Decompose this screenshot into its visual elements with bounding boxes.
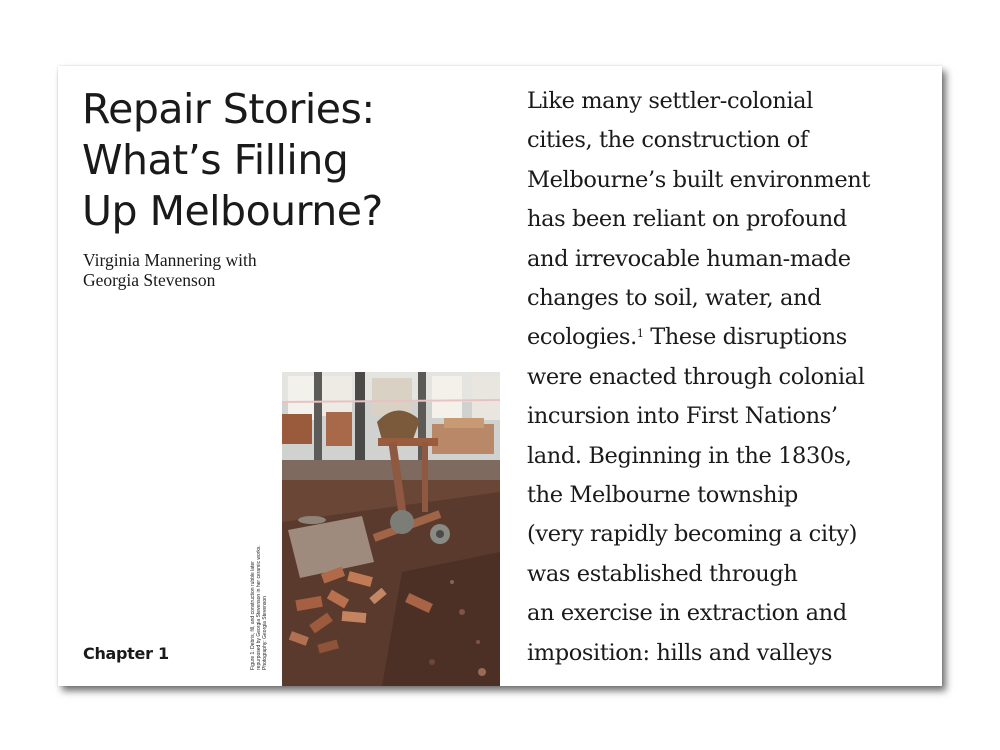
title-line: What’s Filling (82, 136, 349, 184)
title-line: Up Melbourne? (82, 187, 383, 235)
body-line: (very rapidly becoming a city) (527, 521, 857, 548)
figure-photo (282, 372, 500, 686)
construction-site-photo (282, 372, 500, 686)
body-line: land. Beginning in the 1830s, (527, 442, 852, 469)
title-line: Repair Stories: (82, 85, 375, 133)
body-line-start: ecologies. (527, 324, 637, 351)
body-line: an exercise in extraction and (527, 600, 847, 627)
body-line (527, 318, 927, 357)
author-credit (83, 250, 343, 290)
body-line: incursion into First Nations’ (527, 403, 838, 430)
body-line-end: These disruptions (643, 324, 847, 351)
figure-caption (250, 494, 268, 670)
body-line: were enacted through colonial (527, 363, 865, 390)
body-line: cities, the construction of (527, 127, 808, 154)
caption-line: Figure 1: Debris, fill, and construction rubble later (250, 561, 256, 670)
footnote-ref[interactable]: 1 (636, 327, 644, 341)
article-title (82, 84, 482, 237)
body-text (527, 82, 927, 673)
body-line: the Melbourne township (527, 482, 798, 509)
body-line: and irrevocable human-made (527, 245, 851, 272)
body-line: imposition: hills and valleys (527, 639, 832, 666)
book-spread (58, 66, 942, 686)
author-line: Georgia Stevenson (83, 270, 216, 290)
body-line: was established through (527, 560, 798, 587)
caption-line: repurposed by Georgia Stevenson in her ceramic works. (256, 545, 262, 670)
author-line: Virginia Mannering with (83, 250, 257, 270)
chapter-label: Chapter 1 (83, 644, 169, 663)
body-line: Melbourne’s built environment (527, 166, 870, 193)
body-line: has been reliant on profound (527, 206, 847, 233)
body-line: changes to soil, water, and (527, 285, 822, 312)
caption-line: Photography: Georgia Stevenson (262, 596, 268, 670)
body-line: Like many settler-colonial (527, 88, 813, 114)
